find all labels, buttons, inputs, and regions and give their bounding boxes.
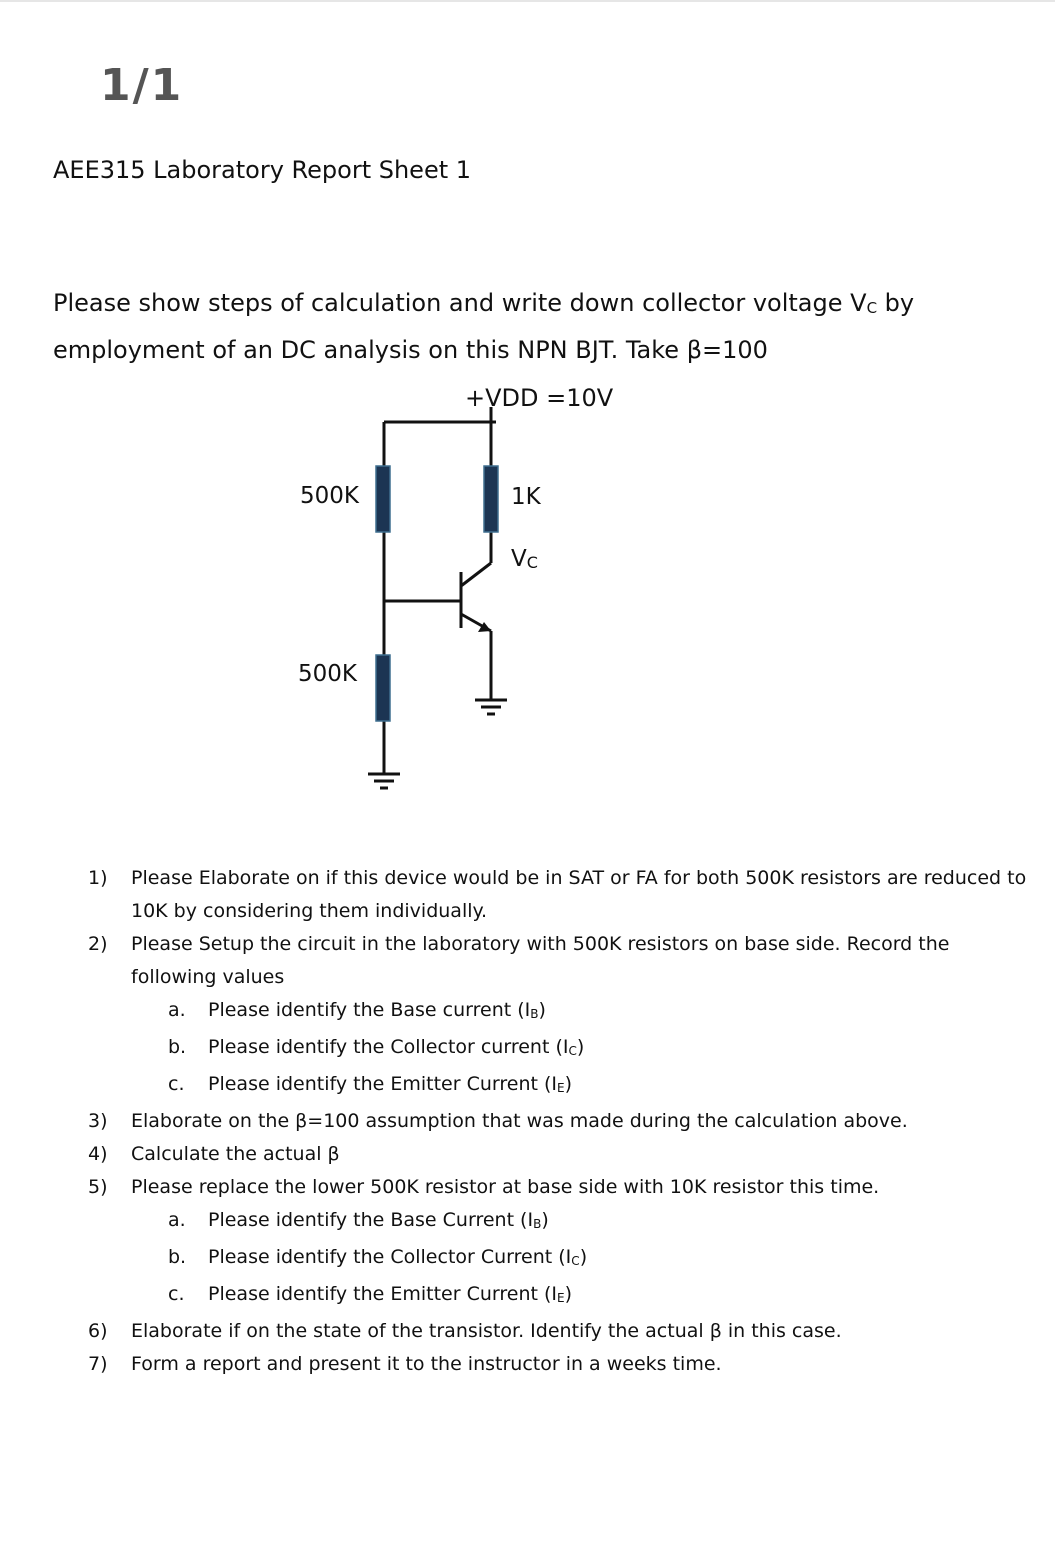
document-title: AEE315 Laboratory Report Sheet 1 — [53, 156, 472, 184]
r-bottom-left-label: 500K — [298, 661, 357, 687]
supply-label: +VDD =10V — [465, 384, 614, 412]
sub-question-list — [131, 1204, 1028, 1315]
ground-icon-left — [368, 774, 400, 788]
emitter-arrow-icon — [478, 622, 491, 632]
resistor-top-left — [376, 466, 390, 532]
resistor-bottom-left — [376, 655, 390, 721]
sub-question-item: b. Please identify the Collector Current $(I_C)$ — [168, 1246, 588, 1268]
instructions-line-1: Please show steps of calculation and write down collector voltage $V_C$ by — [53, 289, 915, 317]
sub-question-item: b. Please identify the Collector current $(I_C)$ — [168, 1036, 585, 1058]
resistor-collector — [484, 466, 498, 532]
r-top-left-label: 500K — [300, 483, 359, 509]
sub-question-item: c. Please identify the Emitter Current $(I_E)$ — [168, 1073, 573, 1095]
question-item: 4) Calculate the actual β — [88, 1143, 340, 1165]
instructions-paragraph — [53, 282, 1013, 371]
r-collector-label: 1K — [511, 484, 541, 510]
sub-question-item: c. Please identify the Emitter Current $(I_E)$ — [168, 1283, 573, 1305]
page-number: 1/1 — [100, 60, 184, 111]
sub-question-item: a. Please identify the Base current $(I_B)$ — [168, 999, 546, 1021]
ground-icon-right — [475, 700, 507, 714]
question-item: 3) Elaborate on the β=100 assumption that was made during the calculation above. — [88, 1110, 908, 1132]
instructions-line-2: employment of an DC analysis on this NPN BJT. Take β=100 — [53, 336, 768, 364]
sub-question-list — [131, 994, 1028, 1105]
question-item: 5) Please replace the lower 500K resistor at base side with 10K resistor this time. a. Please identify the Base Current $(I_B)$ b. Please identify the Collector Current $(I_C)$ c. Please identify the Emitter Current $(I_E)$ — [88, 1171, 1028, 1315]
question-item: 7) Form a report and present it to the instructor in a weeks time. — [88, 1353, 722, 1375]
transistor-emitter-lead — [461, 614, 491, 631]
questions-list — [88, 862, 1028, 1381]
top-divider — [0, 0, 1055, 2]
question-item: 2) Please Setup the circuit in the laboratory with 500K resistors on base side. Record the following values a. Please identify the Base current $(I_B)$ b. Please identify the Collector current $(I_C)$ c. Please identify the Emitter Current $(I_E)$ — [88, 928, 1028, 1105]
question-item: 1) Please Elaborate on if this device would be in SAT or FA for both 500K resistors are reduced to 10K by considering them individually. — [88, 867, 1027, 922]
question-item: 6) Elaborate if on the state of the transistor. Identify the actual β in this case. — [88, 1320, 842, 1342]
transistor-collector-lead — [461, 563, 491, 586]
sub-question-item: a. Please identify the Base Current $(I_B)$ — [168, 1209, 549, 1231]
vc-label: VC — [511, 546, 538, 572]
